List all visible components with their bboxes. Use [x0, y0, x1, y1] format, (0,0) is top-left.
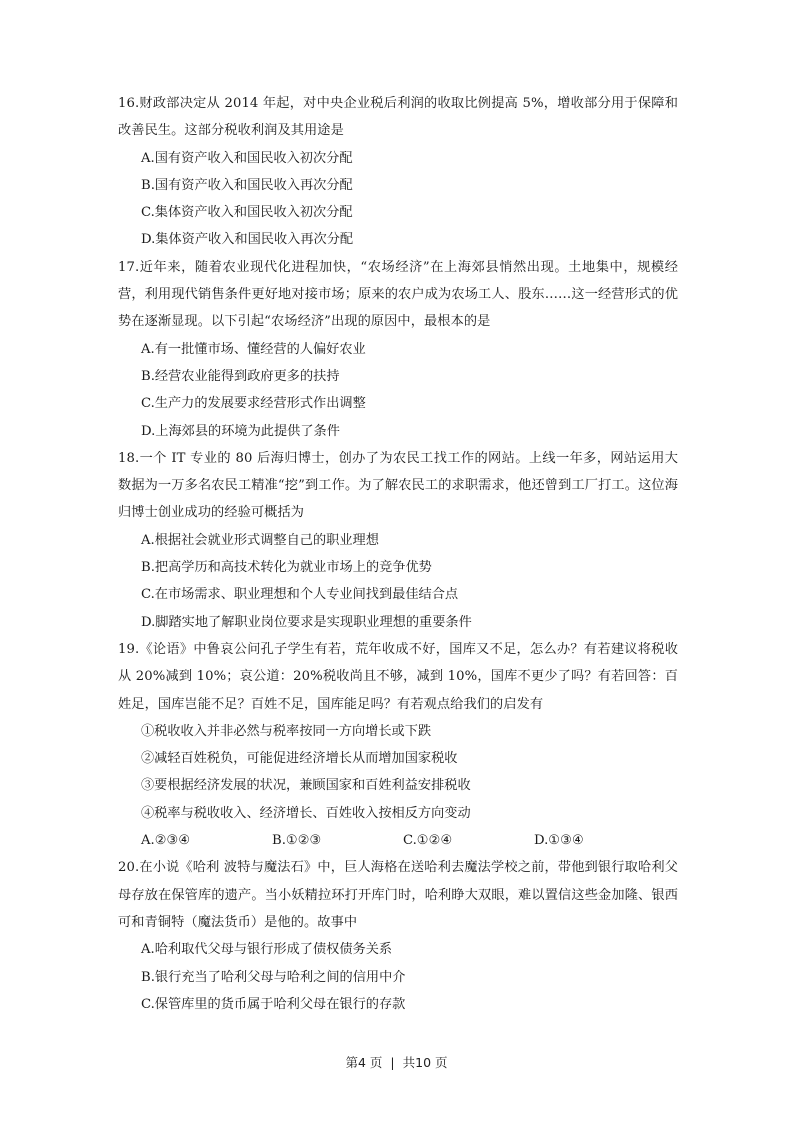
option-d: D.集体资产收入和国民收入再次分配 [141, 232, 354, 248]
question-stem: 18.一个 IT 专业的 80 后海归博士，创办了为农民工找工作的网站。上线一年多，网站运用大数据为一万多名农民工精准“挖”到工作。为了解农民工的求职需求，他还曾到工厂打工。这位海归博士创业成功的经验可概括为 [118, 450, 678, 521]
statement-3: ③要根据经济发展的状况，兼顾国家和百姓利益安排税收 [141, 778, 471, 794]
option-c: C.集体资产收入和国民收入初次分配 [141, 205, 353, 221]
question-stem: 19.《论语》中鲁哀公问孔子学生有若，荒年收成不好，国库又不足，怎么办？有若建议将税收从 20%减到 10%；哀公道：20%税收尚且不够，减到 10%，国库不更少了吗？有若回答：百姓足，国库岂能不足？百姓不足，国库能足吗？有若观点给我们的启发有 [118, 641, 678, 712]
page-number: 第4 页 [345, 1055, 383, 1070]
question-stem: 17.近年来，随着农业现代化进程加快，“农场经济”在上海郊县悄然出现。土地集中，规模经营，利用现代销售条件更好地对接市场；原来的农户成为农场工人、股东……这一经营形式的优势在逐渐显现。以下引起“农场经济”出现的原因中，最根本的是 [118, 259, 678, 330]
option-a: A.国有资产收入和国民收入初次分配 [141, 150, 353, 166]
question-stem: 20.在小说《哈利 波特与魔法石》中，巨人海格在送哈利去魔法学校之前，带他到银行取哈利父母存放在保管库的遗产。当小妖精拉环打开库门时，哈利睁大双眼，难以置信这些金加隆、银西可和青铜特（魔法货币）是他的。故事中 [118, 860, 678, 930]
choice-row [118, 827, 678, 854]
choice-b: B.①②③ [272, 833, 322, 849]
question-16 [118, 90, 678, 254]
statement-2: ②减轻百姓税负，可能促进经济增长从而增加国家税收 [141, 751, 458, 767]
option-a: A.根据社会就业形式调整自己的职业理想 [141, 532, 379, 548]
option-d: D.上海郊县的环境为此提供了条件 [141, 423, 340, 439]
option-c: C.保管库里的货币属于哈利父母在银行的存款 [141, 996, 406, 1012]
question-list [118, 90, 678, 1018]
footer-separator: | [390, 1055, 395, 1070]
choice-a: A.②③④ [141, 833, 191, 849]
option-b: B.国有资产收入和国民收入再次分配 [141, 177, 353, 193]
option-b: B.把高学历和高技术转化为就业市场上的竞争优势 [141, 560, 432, 576]
statement-4: ④税率与税收收入、经济增长、百姓收入按相反方向变动 [141, 805, 471, 821]
question-18 [118, 445, 678, 636]
page-footer [0, 1053, 793, 1071]
choice-d: D.①③④ [534, 833, 584, 849]
option-c: C.生产力的发展要求经营形式作出调整 [141, 396, 366, 412]
choice-c: C.①②④ [403, 833, 453, 849]
option-d: D.脚踏实地了解职业岗位要求是实现职业理想的重要条件 [141, 614, 472, 630]
option-b: B.经营农业能得到政府更多的扶持 [141, 368, 340, 384]
question-stem: 16.财政部决定从 2014 年起，对中央企业税后利润的收取比例提高 5%，增收部分用于保障和改善民生。这部分税收利润及其用途是 [118, 96, 678, 139]
question-19 [118, 636, 678, 854]
question-20 [118, 854, 678, 1018]
option-b: B.银行充当了哈利父母与哈利之间的信用中介 [141, 969, 406, 985]
page-total: 共10 页 [402, 1055, 448, 1070]
option-a: A.有一批懂市场、懂经营的人偏好农业 [141, 341, 366, 357]
statement-1: ①税收收入并非必然与税率按同一方向增长或下跌 [141, 723, 432, 739]
option-a: A.哈利取代父母与银行形成了债权债务关系 [141, 942, 393, 958]
question-17 [118, 254, 678, 445]
option-c: C.在市场需求、职业理想和个人专业间找到最佳结合点 [141, 587, 459, 603]
